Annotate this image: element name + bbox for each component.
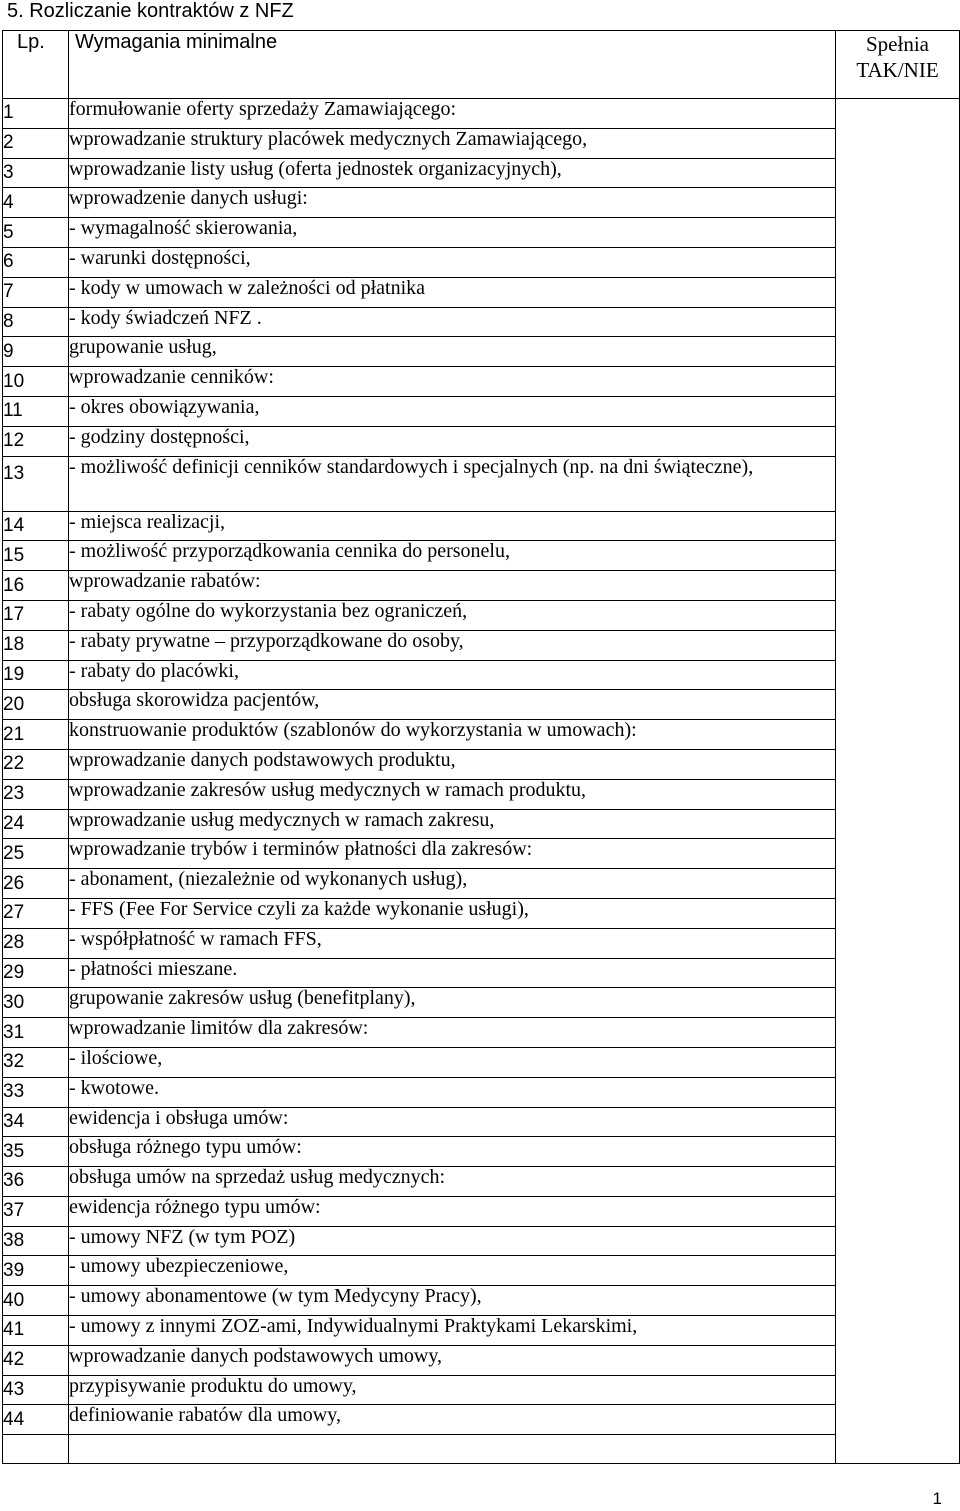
empty-cell bbox=[69, 1435, 836, 1464]
table-row bbox=[3, 426, 960, 456]
table-row bbox=[3, 1196, 960, 1226]
row-requirement: - FFS (Fee For Service czyli za każde wykonanie usługi), bbox=[69, 898, 836, 928]
row-requirement: wprowadzanie usług medycznych w ramach zakresu, bbox=[69, 809, 836, 839]
table-row bbox=[3, 720, 960, 750]
row-number: 29 bbox=[3, 958, 69, 988]
row-number: 32 bbox=[3, 1047, 69, 1077]
table-row bbox=[3, 809, 960, 839]
page-number: 1 bbox=[932, 1489, 942, 1508]
row-requirement: obsługa skorowidza pacjentów, bbox=[69, 690, 836, 720]
section-title: 5. Rozliczanie kontraktów z NFZ bbox=[7, 0, 294, 22]
row-requirement: - możliwość definicji cenników standardowych i specjalnych (np. na dni świąteczne), bbox=[69, 456, 836, 511]
row-requirement: - rabaty do placówki, bbox=[69, 660, 836, 690]
row-requirement: - rabaty prywatne – przyporządkowane do osoby, bbox=[69, 630, 836, 660]
row-number: 10 bbox=[3, 367, 69, 397]
table-row bbox=[3, 99, 960, 129]
row-requirement: przypisywanie produktu do umowy, bbox=[69, 1375, 836, 1405]
row-number: 37 bbox=[3, 1196, 69, 1226]
row-requirement: - ilościowe, bbox=[69, 1047, 836, 1077]
header-lp-label: Lp. bbox=[17, 31, 45, 53]
row-requirement: konstruowanie produktów (szablonów do wykorzystania w umowach): bbox=[69, 720, 836, 750]
header-fulfils bbox=[836, 31, 960, 99]
row-requirement: obsługa umów na sprzedaż usług medycznych: bbox=[69, 1167, 836, 1197]
table-row bbox=[3, 898, 960, 928]
header-requirement-label: Wymagania minimalne bbox=[75, 31, 278, 53]
row-number: 2 bbox=[3, 128, 69, 158]
row-number: 25 bbox=[3, 839, 69, 869]
row-requirement: - możliwość przyporządkowania cennika do personelu, bbox=[69, 541, 836, 571]
row-number: 20 bbox=[3, 690, 69, 720]
row-requirement: - kody świadczeń NFZ . bbox=[69, 307, 836, 337]
table-row bbox=[3, 511, 960, 541]
row-number: 22 bbox=[3, 749, 69, 779]
table-row-empty bbox=[3, 1435, 960, 1464]
table-row bbox=[3, 128, 960, 158]
row-number: 23 bbox=[3, 779, 69, 809]
row-requirement: - rabaty ogólne do wykorzystania bez ograniczeń, bbox=[69, 600, 836, 630]
header-fulfils-line1: Spełnia bbox=[866, 32, 929, 56]
row-requirement: - godziny dostępności, bbox=[69, 426, 836, 456]
row-requirement: - okres obowiązywania, bbox=[69, 396, 836, 426]
row-requirement: - abonament, (niezależnie od wykonanych usług), bbox=[69, 869, 836, 899]
table-row bbox=[3, 1137, 960, 1167]
row-number: 41 bbox=[3, 1316, 69, 1346]
table-row bbox=[3, 1316, 960, 1346]
row-requirement: definiowanie rabatów dla umowy, bbox=[69, 1405, 836, 1435]
row-number: 36 bbox=[3, 1167, 69, 1197]
row-requirement: - kwotowe. bbox=[69, 1077, 836, 1107]
row-requirement: - umowy abonamentowe (w tym Medycyny Pracy), bbox=[69, 1286, 836, 1316]
row-number: 39 bbox=[3, 1256, 69, 1286]
table-header-row bbox=[3, 31, 960, 99]
row-number: 38 bbox=[3, 1226, 69, 1256]
table-row bbox=[3, 928, 960, 958]
table-row bbox=[3, 456, 960, 511]
table-row bbox=[3, 1018, 960, 1048]
row-number: 31 bbox=[3, 1018, 69, 1048]
table-row bbox=[3, 600, 960, 630]
table-row bbox=[3, 1405, 960, 1435]
row-requirement: wprowadzanie cenników: bbox=[69, 367, 836, 397]
row-number: 3 bbox=[3, 158, 69, 188]
row-number: 27 bbox=[3, 898, 69, 928]
row-requirement: wprowadzenie danych usługi: bbox=[69, 188, 836, 218]
table-row bbox=[3, 958, 960, 988]
table-row bbox=[3, 1345, 960, 1375]
row-requirement: - umowy z innymi ZOZ-ami, Indywidualnymi Praktykami Lekarskimi, bbox=[69, 1316, 836, 1346]
table-row bbox=[3, 188, 960, 218]
row-number: 4 bbox=[3, 188, 69, 218]
table-row bbox=[3, 660, 960, 690]
row-number: 13 bbox=[3, 456, 69, 511]
table-row bbox=[3, 1167, 960, 1197]
table-row bbox=[3, 277, 960, 307]
row-requirement: - warunki dostępności, bbox=[69, 247, 836, 277]
table-row bbox=[3, 1375, 960, 1405]
header-fulfils-line2: TAK/NIE bbox=[856, 58, 939, 82]
table-row bbox=[3, 630, 960, 660]
row-requirement: wprowadzanie trybów i terminów płatności dla zakresów: bbox=[69, 839, 836, 869]
row-requirement: - płatności mieszane. bbox=[69, 958, 836, 988]
row-number: 14 bbox=[3, 511, 69, 541]
table-body bbox=[3, 99, 960, 1464]
row-number: 26 bbox=[3, 869, 69, 899]
row-number: 6 bbox=[3, 247, 69, 277]
row-number: 16 bbox=[3, 571, 69, 601]
row-requirement: grupowanie usług, bbox=[69, 337, 836, 367]
table-row bbox=[3, 1047, 960, 1077]
row-number: 28 bbox=[3, 928, 69, 958]
row-number: 40 bbox=[3, 1286, 69, 1316]
row-number: 5 bbox=[3, 218, 69, 248]
table-row bbox=[3, 571, 960, 601]
row-number: 30 bbox=[3, 988, 69, 1018]
row-requirement: ewidencja różnego typu umów: bbox=[69, 1196, 836, 1226]
row-requirement: ewidencja i obsługa umów: bbox=[69, 1107, 836, 1137]
row-number: 15 bbox=[3, 541, 69, 571]
row-number: 17 bbox=[3, 600, 69, 630]
table-row bbox=[3, 839, 960, 869]
table-row bbox=[3, 307, 960, 337]
row-requirement: - wymagalność skierowania, bbox=[69, 218, 836, 248]
row-requirement: - umowy ubezpieczeniowe, bbox=[69, 1256, 836, 1286]
row-number: 19 bbox=[3, 660, 69, 690]
row-requirement: - umowy NFZ (w tym POZ) bbox=[69, 1226, 836, 1256]
header-requirement bbox=[69, 31, 836, 99]
table-row bbox=[3, 988, 960, 1018]
row-number: 43 bbox=[3, 1375, 69, 1405]
row-number: 1 bbox=[3, 99, 69, 129]
empty-cell bbox=[3, 1435, 69, 1464]
table-row bbox=[3, 247, 960, 277]
row-requirement: wprowadzanie listy usług (oferta jednostek organizacyjnych), bbox=[69, 158, 836, 188]
row-number: 42 bbox=[3, 1345, 69, 1375]
row-number: 18 bbox=[3, 630, 69, 660]
row-requirement: - współpłatność w ramach FFS, bbox=[69, 928, 836, 958]
table-row bbox=[3, 1286, 960, 1316]
table-row bbox=[3, 367, 960, 397]
row-number: 7 bbox=[3, 277, 69, 307]
row-number: 21 bbox=[3, 720, 69, 750]
row-number: 34 bbox=[3, 1107, 69, 1137]
table-row bbox=[3, 396, 960, 426]
row-number: 24 bbox=[3, 809, 69, 839]
row-number: 44 bbox=[3, 1405, 69, 1435]
table-row bbox=[3, 869, 960, 899]
table-row bbox=[3, 158, 960, 188]
header-lp bbox=[3, 31, 69, 99]
row-requirement: formułowanie oferty sprzedaży Zamawiającego: bbox=[69, 99, 836, 129]
row-requirement: obsługa różnego typu umów: bbox=[69, 1137, 836, 1167]
table-row bbox=[3, 541, 960, 571]
table-row bbox=[3, 337, 960, 367]
table-row bbox=[3, 779, 960, 809]
row-number: 35 bbox=[3, 1137, 69, 1167]
row-requirement: grupowanie zakresów usług (benefitplany), bbox=[69, 988, 836, 1018]
row-requirement: wprowadzanie danych podstawowych produktu, bbox=[69, 749, 836, 779]
table-row bbox=[3, 749, 960, 779]
row-requirement: wprowadzanie struktury placówek medycznych Zamawiającego, bbox=[69, 128, 836, 158]
row-requirement: wprowadzanie rabatów: bbox=[69, 571, 836, 601]
table-row bbox=[3, 1226, 960, 1256]
row-requirement: wprowadzanie limitów dla zakresów: bbox=[69, 1018, 836, 1048]
table-row bbox=[3, 1077, 960, 1107]
row-requirement: wprowadzanie zakresów usług medycznych w ramach produktu, bbox=[69, 779, 836, 809]
table-row bbox=[3, 1107, 960, 1137]
table-row bbox=[3, 1256, 960, 1286]
table-row bbox=[3, 218, 960, 248]
row-number: 33 bbox=[3, 1077, 69, 1107]
row-number: 11 bbox=[3, 396, 69, 426]
requirements-table bbox=[2, 30, 960, 1464]
row-number: 8 bbox=[3, 307, 69, 337]
fulfils-column[interactable] bbox=[836, 99, 960, 1464]
row-requirement: - miejsca realizacji, bbox=[69, 511, 836, 541]
table-row bbox=[3, 690, 960, 720]
row-requirement: wprowadzanie danych podstawowych umowy, bbox=[69, 1345, 836, 1375]
row-number: 12 bbox=[3, 426, 69, 456]
row-number: 9 bbox=[3, 337, 69, 367]
row-requirement: - kody w umowach w zależności od płatnika bbox=[69, 277, 836, 307]
